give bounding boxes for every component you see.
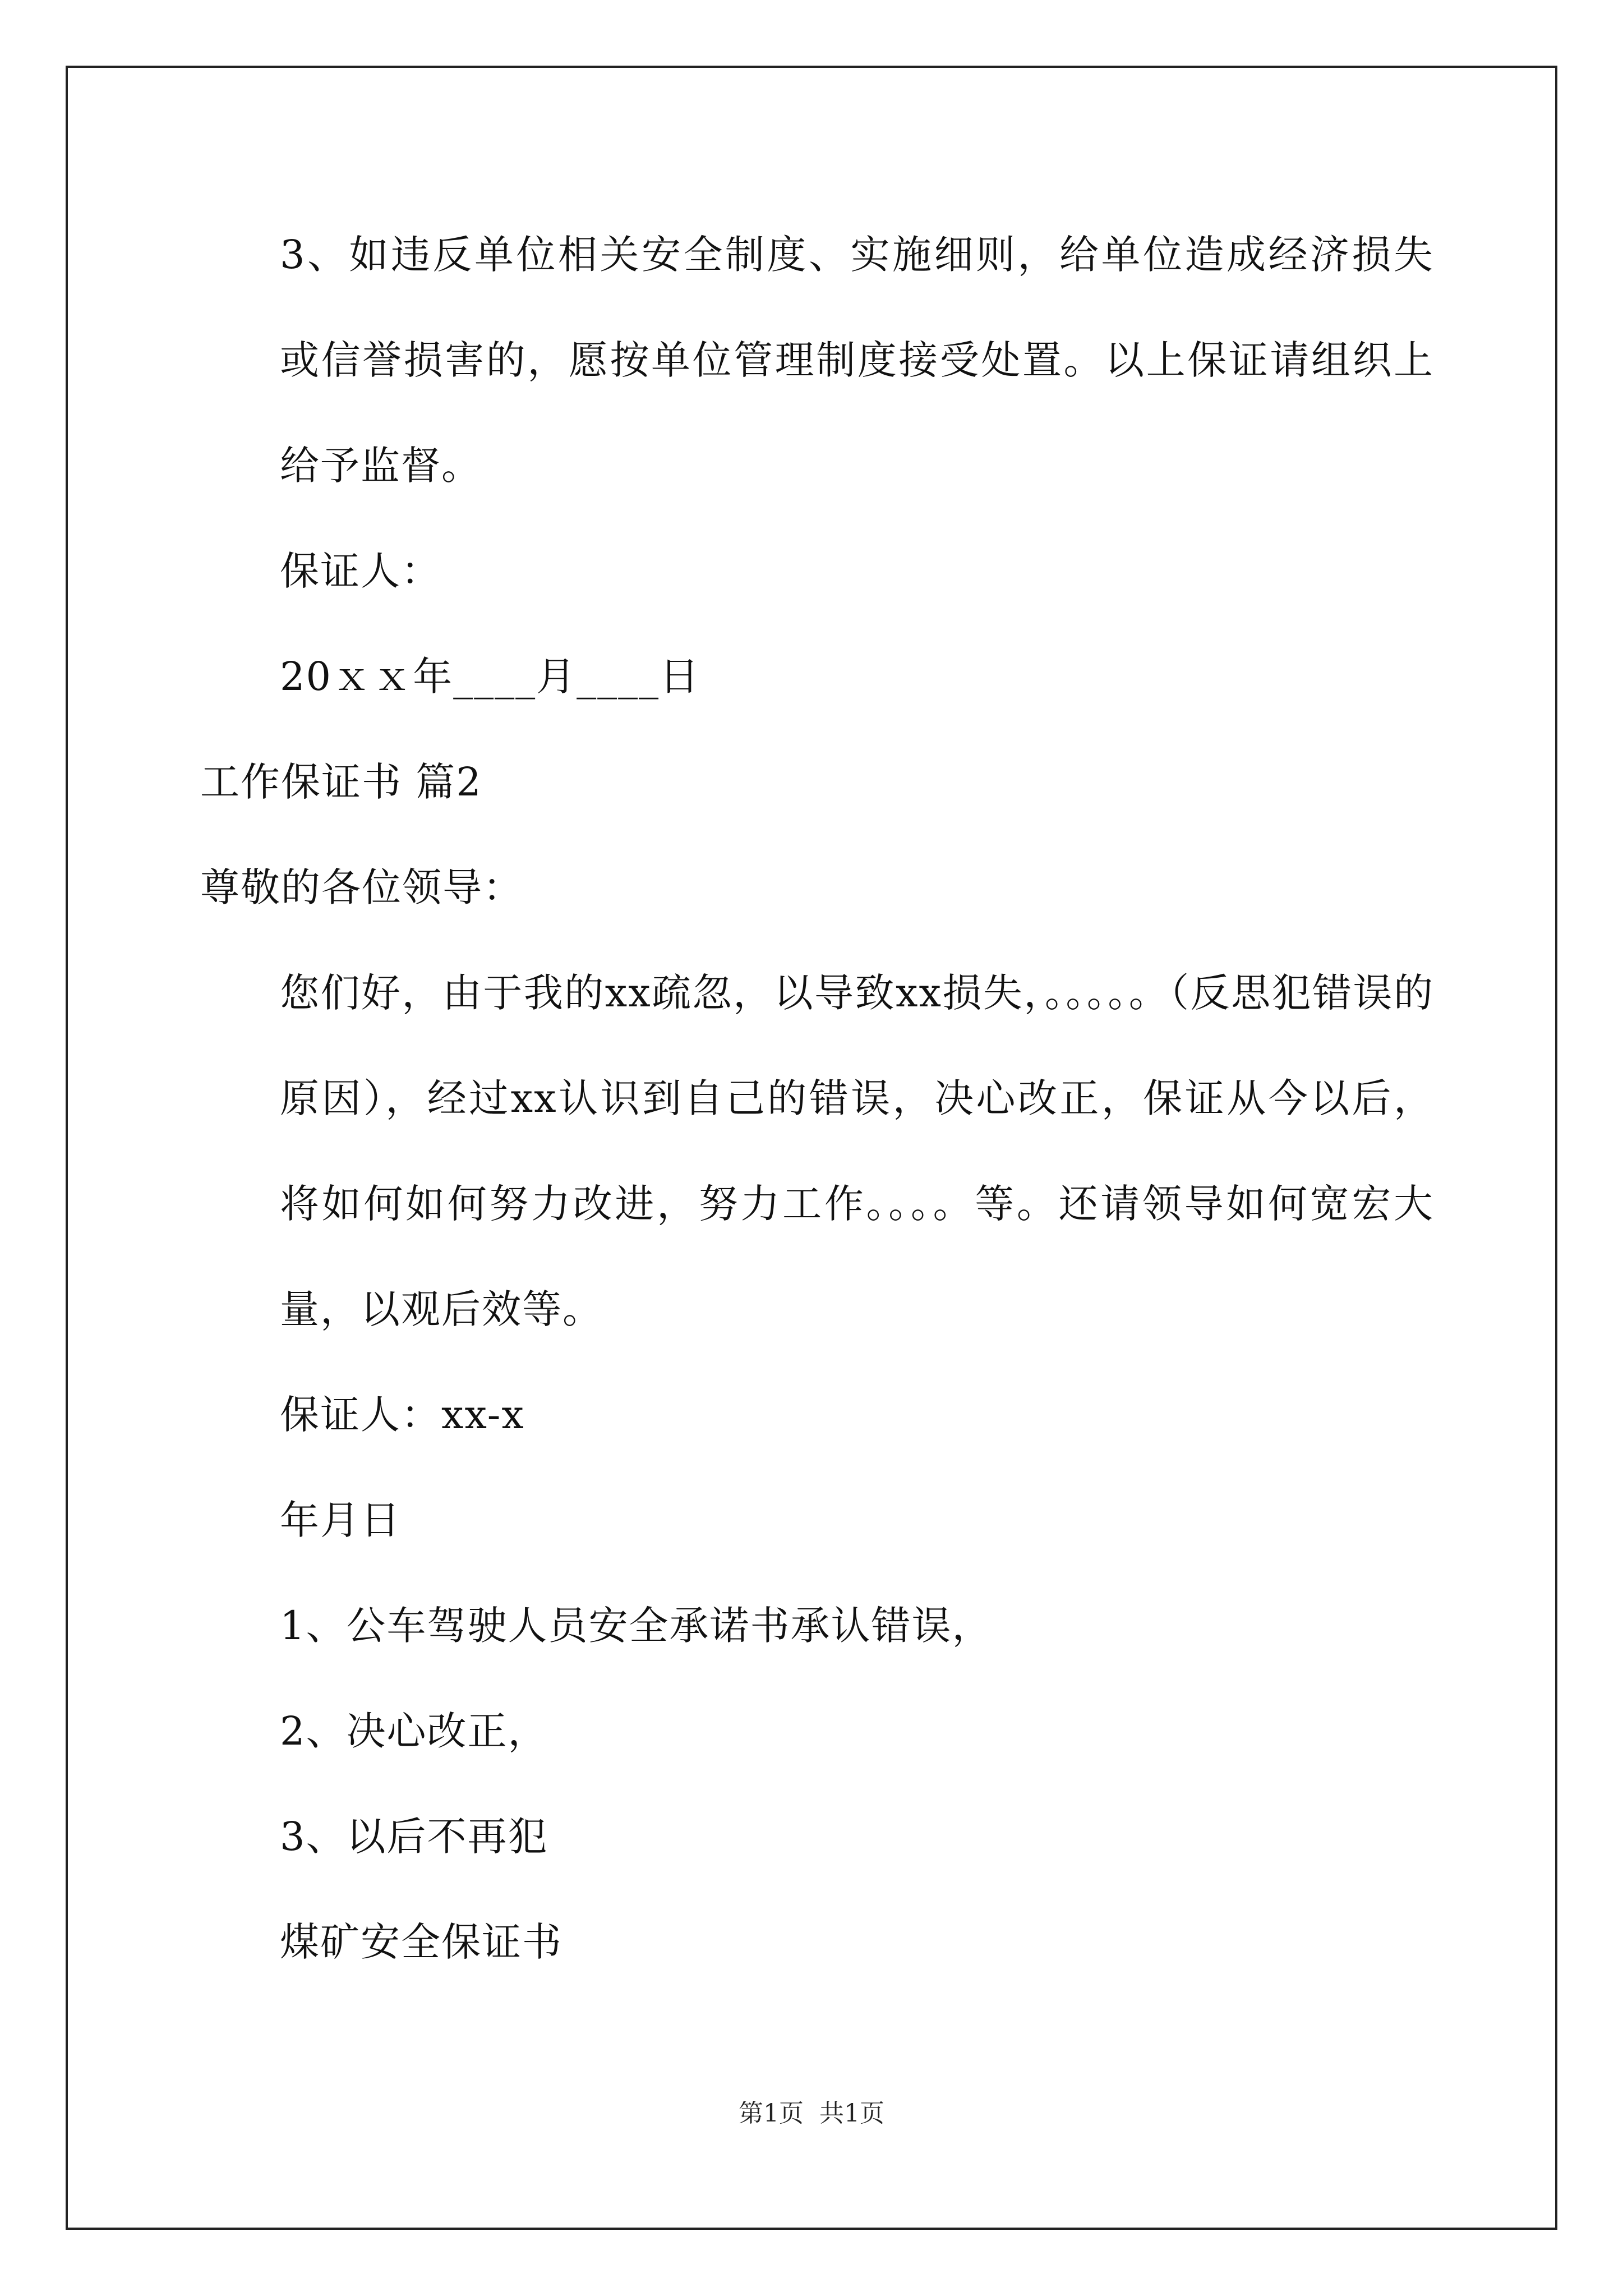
list-item-1: 1、公车驾驶人员安全承诺书承认错误，	[280, 1603, 993, 1649]
guarantor-signature: 保证人：xx-x	[280, 1392, 525, 1438]
list-item-3: 3、以后不再犯	[280, 1814, 548, 1860]
paragraph-clause-3: 3、如违反单位相关安全制度、实施细则，给单位造成经济损失或信誉损害的，愿按单位管理制度接受处置。以上保证请组织上给予监督。	[280, 232, 1434, 489]
page-number: 第1页	[739, 2099, 804, 2128]
date-line: 20ｘｘ年____月____日	[280, 654, 700, 700]
list-item-2: 2、决心改正，	[280, 1708, 548, 1754]
guarantor-label: 保证人：	[280, 548, 441, 594]
date-placeholder: 年月日	[280, 1497, 401, 1543]
closing-title: 煤矿安全保证书	[280, 1919, 562, 1965]
salutation: 尊敬的各位领导：	[200, 864, 523, 910]
body-paragraph: 您们好，由于我的xx疏忽，以导致xx损失，。。。。。（反思犯错误的原因），经过xx认识到自己的错误，决心改正，保证从今以后，将如何如何努力改进，努力工作。。。。等。还请领导如何宽宏大量，以观后效等。	[280, 970, 1434, 1332]
section-heading: 工作保证书 篇2	[200, 759, 482, 805]
page-footer	[0, 2097, 1623, 2131]
page-total: 共1页	[819, 2099, 884, 2128]
document-body	[200, 202, 1434, 1995]
